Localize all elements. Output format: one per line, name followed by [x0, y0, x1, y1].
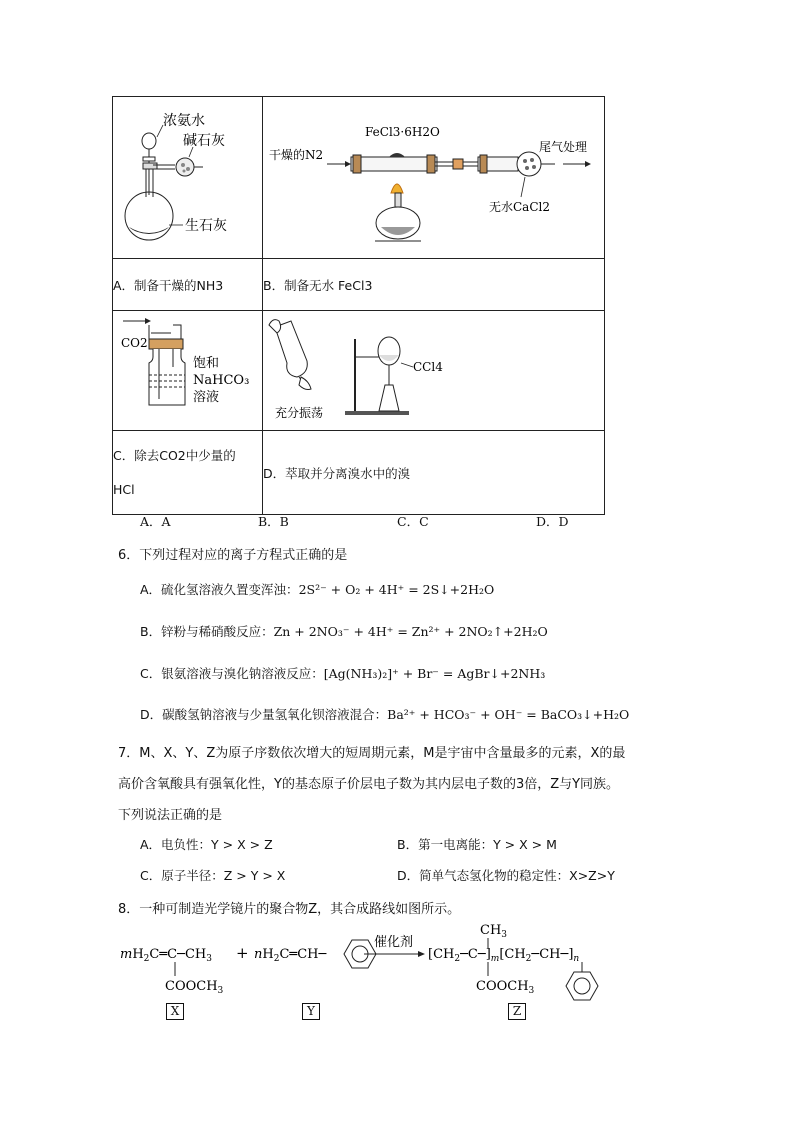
caption-c-line-1: C．除去CO2中少量的 [113, 447, 236, 463]
co2-washing-bottle-figure [113, 311, 263, 426]
caption-b: B．制备无水 FeCl3 [263, 259, 605, 311]
fecl3-apparatus-figure [263, 97, 605, 254]
monomer-y-formula: $nH_2C═CH─$ [254, 947, 327, 964]
cell-d-figure [263, 311, 605, 431]
q5-options-table [112, 96, 605, 515]
q6-option-d-label: D．碳酸氢钠溶液与少量氢氧化钡溶液混合： [140, 707, 388, 722]
ammonia-apparatus-figure [113, 97, 263, 254]
nahco3-line-2: NaHCO₃ [193, 373, 250, 388]
cell-b-figure [263, 97, 605, 259]
catalyst-label: 催化剂 [374, 935, 414, 950]
label-box-z: Z [508, 1003, 526, 1020]
q6-option-a[interactable] [140, 580, 494, 598]
caption-c [113, 431, 263, 515]
label-box-x: X [166, 1003, 184, 1020]
q6-option-b-eq: Zn + 2NO₃⁻ + 4H⁺ = Zn²⁺ + 2NO₂↑+2H₂O [273, 624, 548, 639]
q6-option-d[interactable] [140, 705, 629, 723]
polymer-z-ester: $COOCH_3$ [476, 979, 535, 996]
q8-stem: 8．一种可制造光学镜片的聚合物Z，其合成路线如图所示。 [118, 902, 461, 917]
co2-label: CO2 [121, 336, 148, 350]
q6-option-d-eq: Ba²⁺ + HCO₃⁻ + OH⁻ = BaCO₃↓+H₂O [387, 707, 630, 722]
benzene-ring-z [566, 972, 598, 1000]
nahco3-label [193, 355, 253, 405]
caption-c-line-2: HCl [113, 481, 135, 497]
label-box-y: Y [302, 1003, 320, 1020]
dry-n2-label: 干燥的N2 [269, 148, 324, 162]
cacl2-label: 无水CaCl2 [489, 200, 550, 214]
polymer-z-formula: $[CH_2─C─]_m[CH_2─CH─]_n$ [428, 947, 580, 964]
nahco3-line-1: 饱和 [193, 356, 220, 371]
nahco3-line-3: 溶液 [193, 390, 220, 405]
q7-stem-line-3: 下列说法正确的是 [118, 808, 223, 823]
plus-sign: + [236, 944, 249, 962]
caption-d: D．萃取并分离溴水中的溴 [263, 431, 605, 515]
shake-label: 充分振荡 [275, 406, 324, 420]
q7-option-b[interactable]: B．第一电离能：Y > X > M [397, 837, 557, 852]
q8-reaction-scheme [112, 918, 632, 1008]
q6-option-c-label: C．银氨溶液与溴化钠溶液反应： [140, 666, 324, 681]
polymer-z-methyl: $CH_3$ [480, 923, 508, 940]
q6-option-b[interactable] [140, 622, 548, 640]
q5-choice-c[interactable]: C．C [397, 514, 429, 529]
ccl4-label: CCl4 [413, 360, 443, 374]
q5-choice-b[interactable]: B．B [258, 514, 289, 529]
monomer-x-formula: $mH_2C═C─CH_3$ [120, 947, 212, 964]
q6-option-a-label: A．硫化氢溶液久置变浑浊： [140, 582, 299, 597]
q6-option-c[interactable] [140, 664, 545, 682]
q7-stem-line-1: 7．M、X、Y、Z为原子序数依次增大的短周期元素，M是宇宙中含量最多的元素，X的最 [118, 746, 626, 761]
tail-gas-label: 尾气处理 [539, 140, 588, 154]
q6-option-c-eq: [Ag(NH₃)₂]⁺ + Br⁻ = AgBr↓+2NH₃ [323, 666, 546, 681]
q6-stem: 6．下列过程对应的离子方程式正确的是 [118, 548, 348, 563]
cell-a-figure [113, 97, 263, 259]
monomer-x-ester: $COOCH_3$ [165, 979, 224, 996]
q7-stem-line-2: 高价含氧酸具有强氧化性，Y的基态原子价层电子数为其内层电子数的3倍，Z与Y同族。 [118, 777, 620, 792]
caption-a: A．制备干燥的NH3 [113, 259, 263, 311]
q5-choice-d[interactable]: D．D [536, 514, 569, 529]
q6-option-b-label: B．锌粉与稀硝酸反应： [140, 624, 274, 639]
ammonia-label: 浓氨水 [163, 113, 205, 129]
extraction-apparatus-figure [263, 311, 605, 426]
quicklime-label: 生石灰 [185, 218, 227, 234]
sodalime-label: 碱石灰 [183, 133, 225, 149]
q7-option-d[interactable]: D．简单气态氢化物的稳定性：X>Z>Y [397, 868, 615, 883]
q7-option-a[interactable]: A．电负性：Y > X > Z [140, 837, 273, 852]
cell-c-figure [113, 311, 263, 431]
q7-option-c[interactable]: C．原子半径：Z > Y > X [140, 868, 286, 883]
q5-choice-a[interactable]: A．A [140, 514, 171, 529]
fecl3-reagent-label: FeCl3·6H2O [365, 125, 440, 139]
q6-option-a-eq: 2S²⁻ + O₂ + 4H⁺ = 2S↓+2H₂O [298, 582, 495, 597]
